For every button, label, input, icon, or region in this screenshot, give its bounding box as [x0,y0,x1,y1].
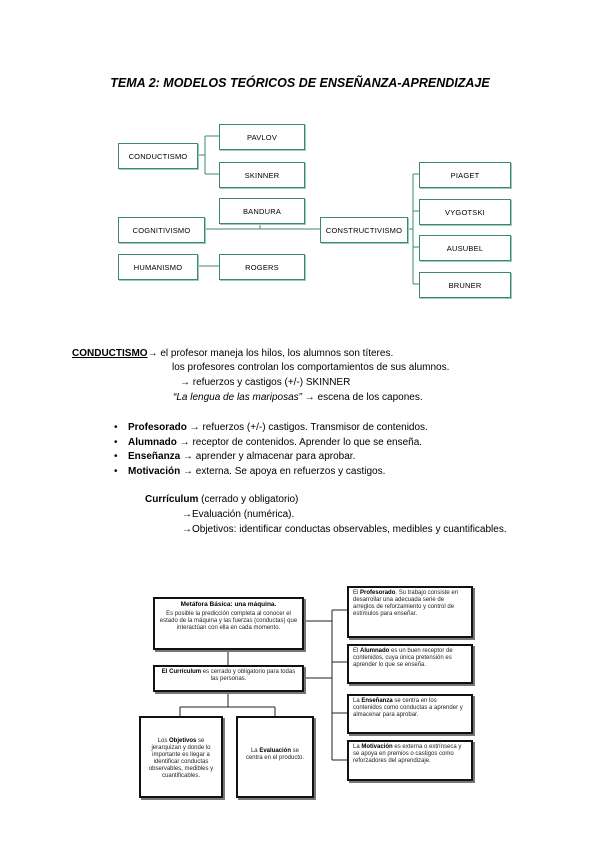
curriculum-box-body: es cerrado y obligatorio para todas las personas. [201,669,296,682]
motivacion-box [347,740,473,781]
metafora-box [153,597,304,650]
alumnado-box [347,644,473,684]
objetivos-box [139,716,223,798]
bullet-term: Motivación [128,465,181,477]
cognitivismo-box: COGNITIVISMO [118,217,205,243]
page-title: TEMA 2: MODELOS TEÓRICOS DE ENSEÑANZA-APRENDIZAJE [110,76,490,90]
evaluacion-box-term: Evaluación [259,748,291,754]
bullet-text: → externa. Se apoya en refuerzos y castigos. [180,465,386,477]
ensenanza-box [347,694,473,734]
metafora-body: Es posible la predicción completa al conocer el estado de la máquina y las fuerzas (conductas) que interactúan con ella en cada momento. [159,611,298,631]
ensenanza-box-pre: La [353,698,362,704]
alumnado-box-pre: El [353,648,361,654]
piaget-box: PIAGET [419,162,511,188]
evaluacion-line: →Evaluación (numérica). [182,509,295,520]
metafora-title: Metáfora Básica: una máquina. [180,601,277,608]
vygotski-box: VYGOTSKI [419,199,511,225]
conductismo-box: CONDUCTISMO [118,143,198,169]
bandura-box: BANDURA [219,198,305,224]
ensenanza-box-body: se centra en los contenidos como conductas a aprender y almacenar para aprobar. [353,698,463,718]
alumnado-box-body: es un buen receptor de contenidos, cuya única pretensión es aprender lo que se enseña. [353,648,453,668]
film-quote-rest: → escena de los capones. [301,392,423,403]
bullet-text: → refuerzos (+/-) castigos. Transmisor de contenidos. [186,422,428,433]
curriculum-rest: (cerrado y obligatorio) [198,494,299,505]
rogers-box: ROGERS [219,254,305,280]
ensenanza-box-term: Enseñanza [361,698,393,704]
profesorado-box [347,586,473,638]
objetivos-line: →Objetivos: identificar conductas observables, medibles y cuantificables. [182,524,507,535]
evaluacion-box [236,716,314,798]
evaluacion-box-pre: La [250,748,260,754]
curriculum-term: Currículum [145,494,199,505]
skinner-box: SKINNER [219,162,305,188]
pavlov-box: PAVLOV [219,124,305,150]
bullet-text: → aprender y almacenar para aprobar. [180,451,356,462]
bullet-term: Alumnado [128,436,177,448]
profesorado-box-pre: El [353,590,361,596]
film-quote: “La lengua de las mariposas” [173,392,302,403]
profesorado-box-body: . Su trabajo consiste en desarrollar una adecuada serie de arreglos de reforzamiento y control de estímulos para enseñar. [353,590,459,617]
conductismo-line1-text: → el profesor maneja los hilos, los alumnos son títeres. [147,348,394,359]
objetivos-box-body: se jerarquizan y donde lo importante es llegar a identificar conductas observables, medibles y cuantificables. [148,738,214,779]
ausubel-box: AUSUBEL [419,235,511,261]
bullet-text: → receptor de contenidos. Aprender lo que se enseña. [176,436,423,448]
curriculum-box [153,665,304,692]
conductismo-heading: CONDUCTISMO [72,348,148,359]
motivacion-box-body: es externa o extrínseca y se apoya en premios o castigos como reforzadores del aprendizaje. [353,744,462,764]
profesorado-box-term: Profesorado [360,590,396,596]
humanismo-box: HUMANISMO [118,254,198,280]
alumnado-box-term: Alumnado [360,648,390,654]
motivacion-box-term: Motivación [361,744,393,750]
evaluacion-box-body: se centra en el producto. [245,748,305,761]
constructivismo-box: CONSTRUCTIVISMO [320,217,408,243]
bullet-term: Enseñanza [128,451,181,462]
objetivos-box-pre: Los [157,738,169,744]
bullet-term: Profesorado [128,422,187,433]
conductismo-line-2: los profesores controlan los comportamientos de sus alumnos. [172,362,450,373]
motivacion-box-pre: La [353,744,362,750]
bruner-box: BRUNER [419,272,511,298]
objetivos-box-term: Objetivos [168,738,197,744]
conductismo-line-3: → refuerzos y castigos (+/-) SKINNER [180,377,351,388]
curriculum-box-term: El Currículum [161,669,202,675]
